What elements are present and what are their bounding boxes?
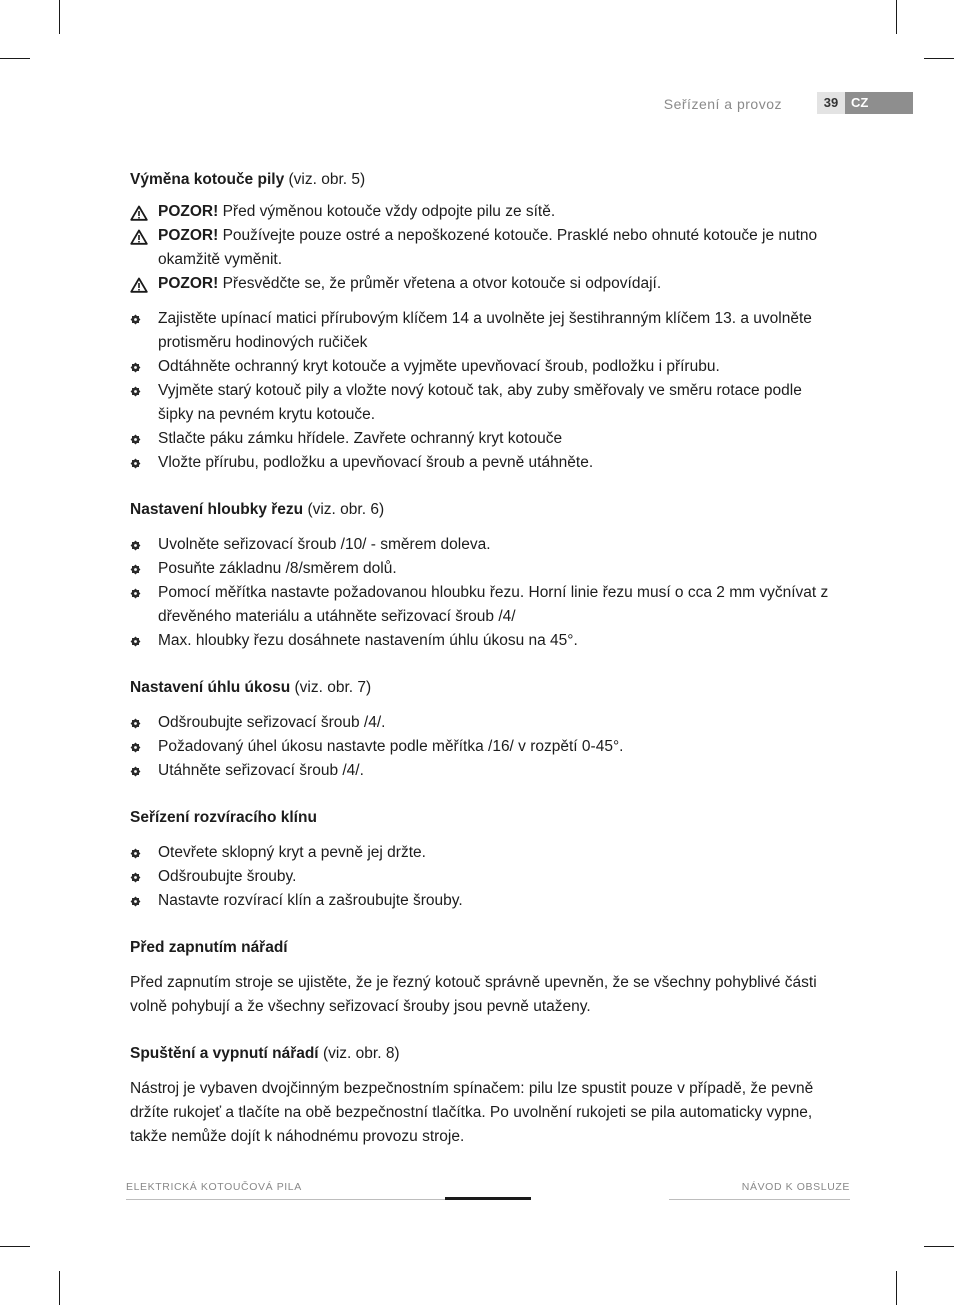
crop-mark <box>0 58 30 59</box>
list-item: Požadovaný úhel úkosu nastavte podle měřítka /16/ v rozpětí 0-45°. <box>130 735 830 759</box>
list-item: Odšroubujte seřizovací šroub /4/. <box>130 711 830 735</box>
bullet-list <box>130 307 830 475</box>
warning-triangle-icon <box>130 205 148 221</box>
crop-mark <box>59 1271 60 1305</box>
bullet-icon <box>130 588 141 599</box>
paragraph: Nástroj je vybaven dvojčinným bezpečnostním spínačem: pilu lze spustit pouze v případě, že pevně držíte rukojeť a tlačíte na obě bezpečnostní tlačítka. Po uvolnění rukojeti se pila automaticky vypne, takže nemůže dojít k náhodnému provozu stroje. <box>130 1080 814 1145</box>
bullet-icon <box>130 386 141 397</box>
warning-label: POZOR! <box>158 203 219 220</box>
main-content <box>130 168 830 1149</box>
crop-mark <box>896 1271 897 1305</box>
list-item: Nastavte rozvírací klín a zašroubujte šrouby. <box>130 889 830 913</box>
heading-start-stop: Spuštění a vypnutí nářadí (viz. obr. 8) <box>130 1045 400 1062</box>
warning-item: POZOR! Před výměnou kotouče vždy odpojte pilu ze sítě. <box>130 200 830 224</box>
bullet-icon <box>130 636 141 647</box>
warning-label: POZOR! <box>158 227 219 244</box>
warning-label: POZOR! <box>158 275 219 292</box>
list-item: Zajistěte upínací matici přírubovým klíčem 14 a uvolněte jej šestihranným klíčem 13. a uvolněte protisměru hodinových ručiček <box>130 307 830 355</box>
heading-before-start: Před zapnutím nářadí <box>130 939 288 956</box>
paragraph: Před zapnutím stroje se ujistěte, že je řezný kotouč správně upevněn, že se všechny pohyblivé části volně pohybují a že všechny seřizovací šrouby jsou pevně utaženy. <box>130 974 817 1015</box>
crop-mark <box>896 0 897 34</box>
footer-rule-accent <box>445 1197 531 1200</box>
heading-blade-replacement: Výměna kotouče pily (viz. obr. 5) <box>130 171 366 188</box>
list-item: Stlačte páku zámku hřídele. Zavřete ochranný kryt kotouče <box>130 427 830 451</box>
bullet-icon <box>130 362 141 373</box>
figure-reference: (viz. obr. 8) <box>322 1045 400 1062</box>
page-number: 39 <box>817 92 845 114</box>
list-item: Odšroubujte šrouby. <box>130 865 830 889</box>
footer-product-name: ELEKTRICKÁ KOTOUČOVÁ PILA <box>126 1181 302 1193</box>
list-item: Otevřete sklopný kryt a pevně jej držte. <box>130 841 830 865</box>
bullet-list <box>130 533 830 653</box>
bullet-list <box>130 841 830 913</box>
crop-mark <box>0 1246 30 1247</box>
crop-mark <box>59 0 60 34</box>
list-item: Utáhněte seřizovací šroub /4/. <box>130 759 830 783</box>
bullet-icon <box>130 742 141 753</box>
list-item: Odtáhněte ochranný kryt kotouče a vyjměte upevňovací šroub, podložku i přírubu. <box>130 355 830 379</box>
bullet-icon <box>130 434 141 445</box>
footer-rule-gap <box>531 1197 669 1201</box>
section-title: Seřízení a provoz <box>663 96 782 112</box>
bullet-icon <box>130 872 141 883</box>
bullet-icon <box>130 766 141 777</box>
bullet-icon <box>130 458 141 469</box>
heading-bevel-angle: Nastavení úhlu úkosu (viz. obr. 7) <box>130 679 372 696</box>
warning-triangle-icon <box>130 277 148 293</box>
bullet-icon <box>130 314 141 325</box>
list-item: Pomocí měřítka nastavte požadovanou hloubku řezu. Horní linie řezu musí o cca 2 mm vyčnívat z dřevěného materiálu a utáhněte seřizovací šroub /4/ <box>130 581 830 629</box>
list-item: Vložte přírubu, podložku a upevňovací šroub a pevně utáhněte. <box>130 451 830 475</box>
warning-item: POZOR! Používejte pouze ostré a nepoškozené kotouče. Prasklé nebo ohnuté kotouče je nutno okamžitě vyměnit. <box>130 224 830 272</box>
list-item: Max. hloubky řezu dosáhnete nastavením úhlu úkosu na 45°. <box>130 629 830 653</box>
bullet-icon <box>130 564 141 575</box>
heading-riving-knife: Seřízení rozvíracího klínu <box>130 809 317 826</box>
bullet-list <box>130 711 830 783</box>
warning-triangle-icon <box>130 229 148 245</box>
list-item: Posuňte základnu /8/směrem dolů. <box>130 557 830 581</box>
footer-document-type: NÁVOD K OBSLUZE <box>741 1181 850 1193</box>
heading-cut-depth: Nastavení hloubky řezu (viz. obr. 6) <box>130 501 385 518</box>
figure-reference: (viz. obr. 7) <box>294 679 372 696</box>
crop-mark <box>924 1246 954 1247</box>
crop-mark <box>924 58 954 59</box>
list-item: Uvolněte seřizovací šroub /10/ - směrem doleva. <box>130 533 830 557</box>
bullet-icon <box>130 718 141 729</box>
figure-reference: (viz. obr. 5) <box>288 171 366 188</box>
figure-reference: (viz. obr. 6) <box>307 501 385 518</box>
bullet-icon <box>130 540 141 551</box>
list-item: Vyjměte starý kotouč pily a vložte nový kotouč tak, aby zuby směřovaly ve směru rotace podle šipky na pevném krytu kotouče. <box>130 379 830 427</box>
bullet-icon <box>130 896 141 907</box>
language-badge: CZ <box>845 92 913 114</box>
bullet-icon <box>130 848 141 859</box>
warning-item: POZOR! Přesvědčte se, že průměr vřetena a otvor kotouče si odpovídají. <box>130 272 830 296</box>
